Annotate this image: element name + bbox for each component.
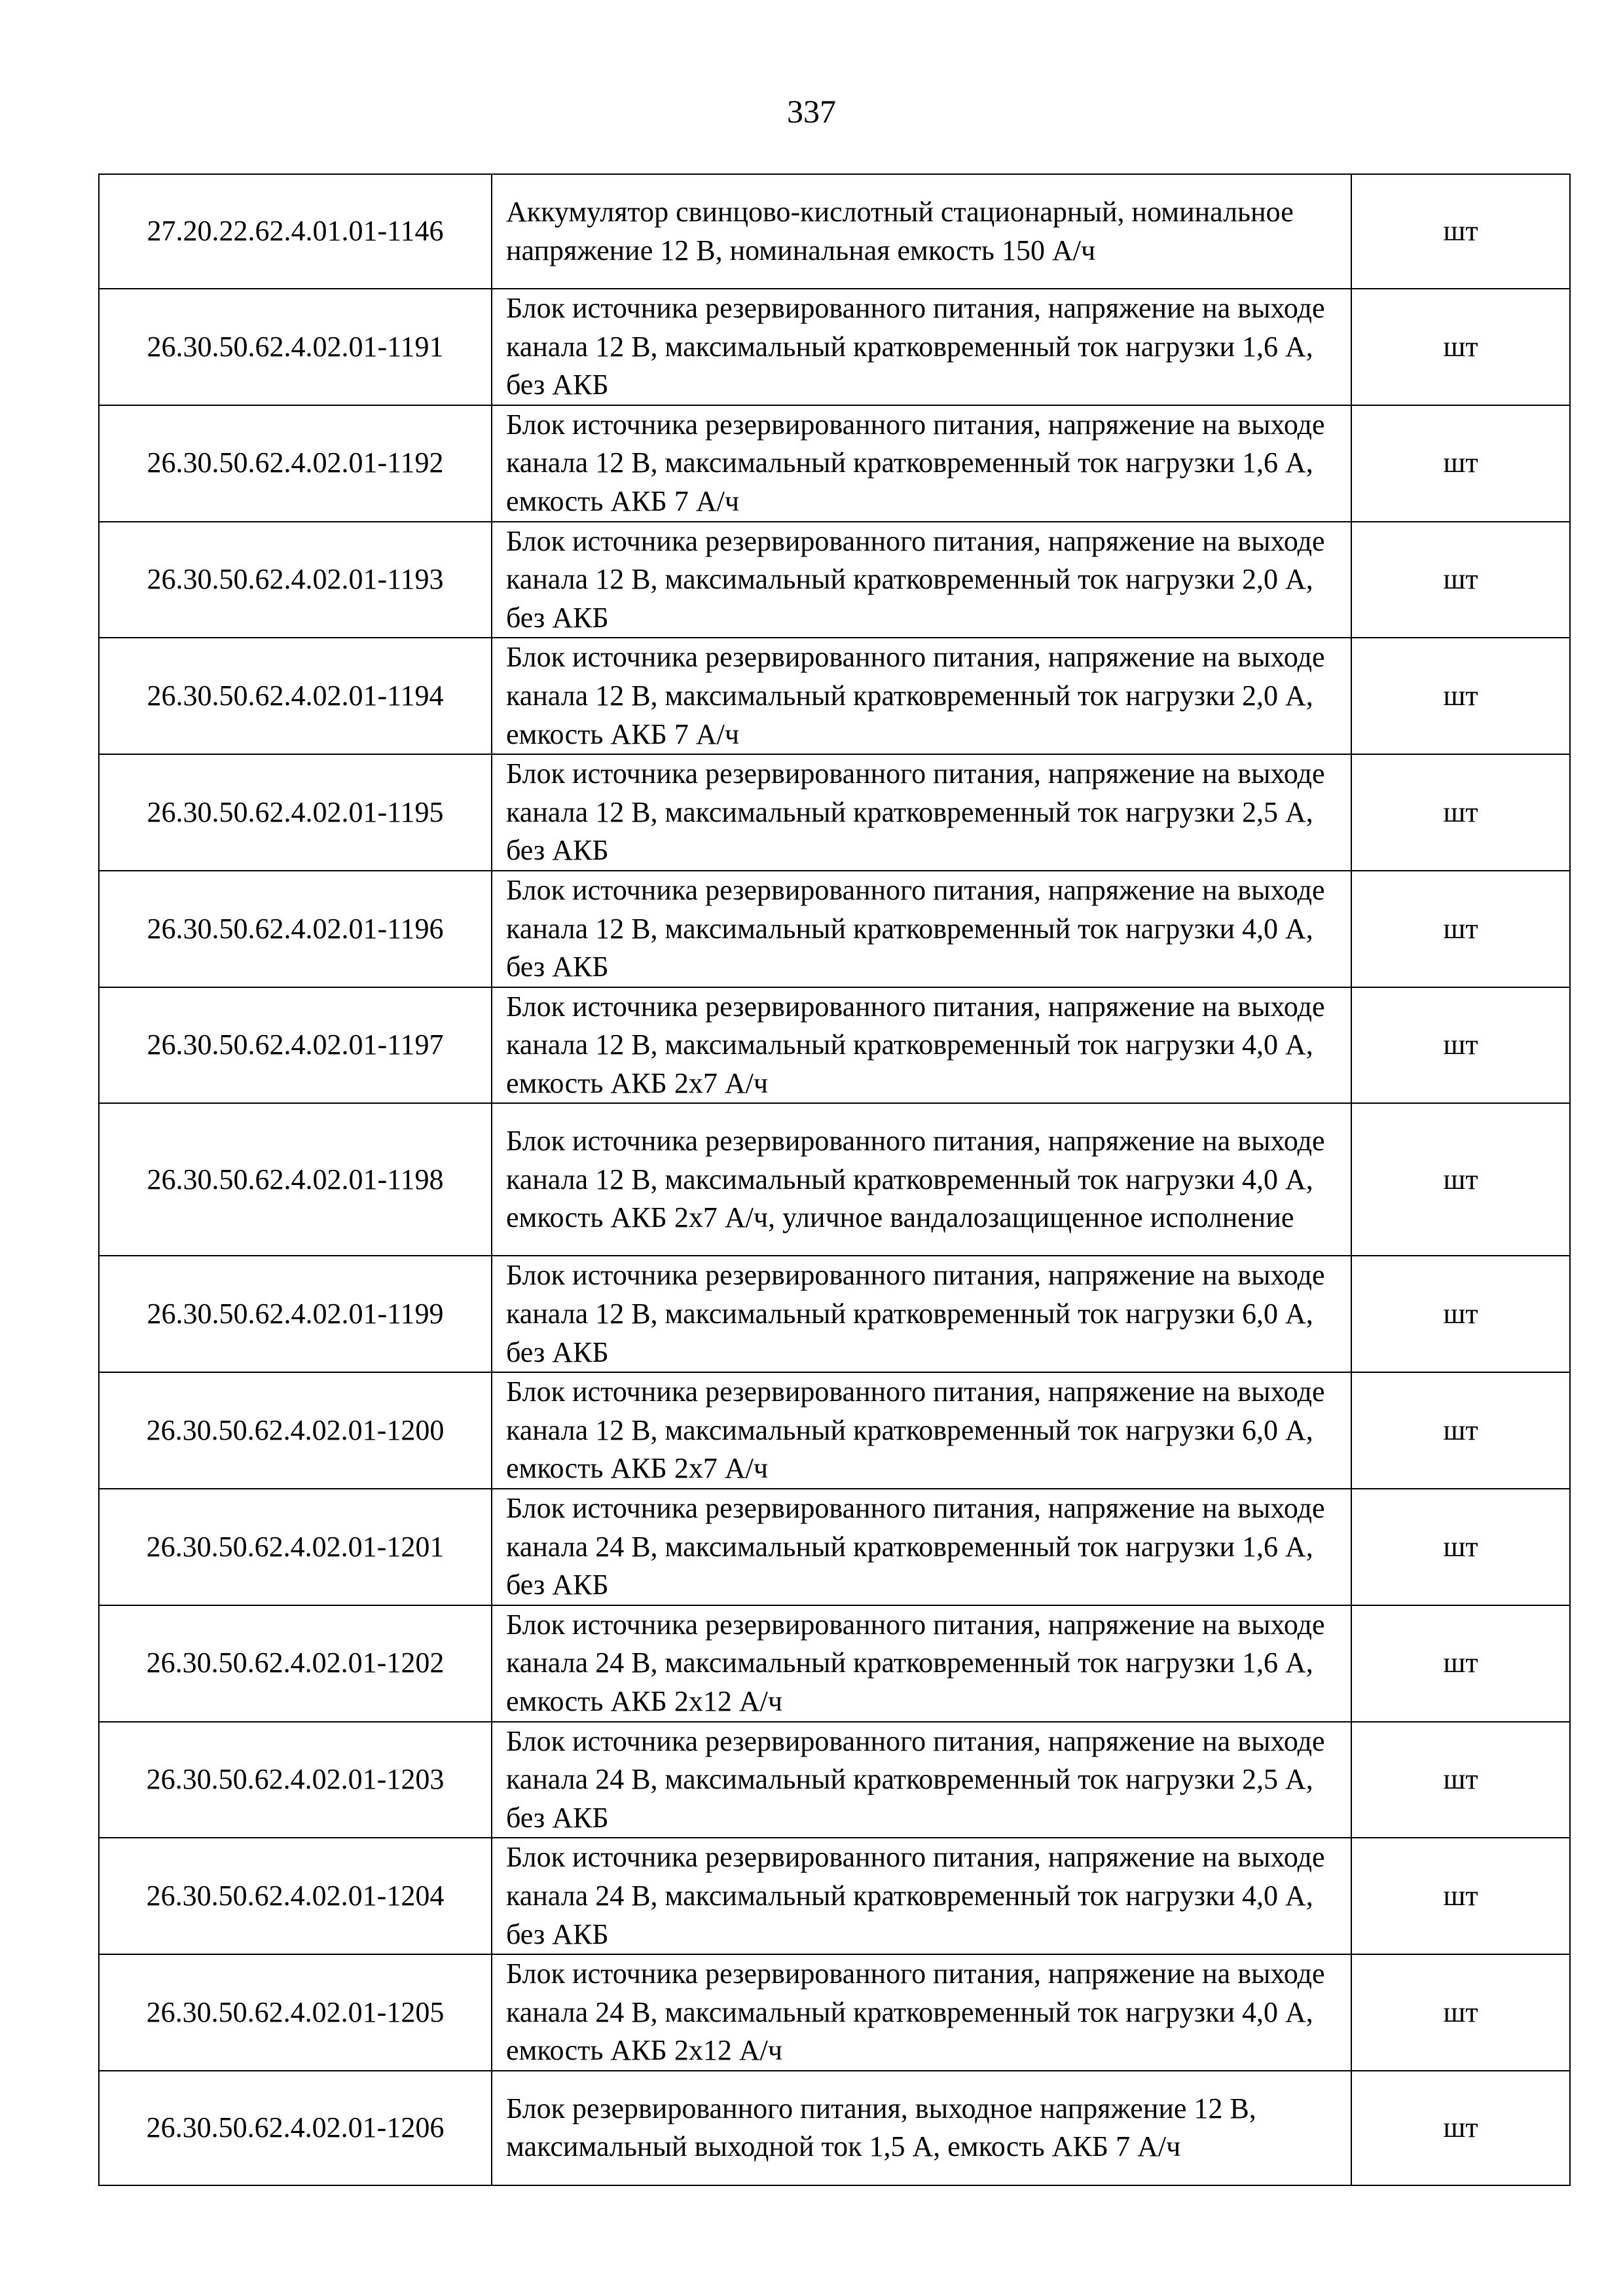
resource-code: 26.30.50.62.4.02.01-1199 <box>99 1256 492 1372</box>
unit-of-measure: шт <box>1351 1256 1570 1372</box>
unit-of-measure: шт <box>1351 405 1570 522</box>
resource-code: 26.30.50.62.4.02.01-1192 <box>99 405 492 522</box>
unit-of-measure: шт <box>1351 1838 1570 1954</box>
resource-description: Блок источника резервированного питания, напряжение на выходе канала 24 В, максимальный кратковременный ток нагрузки 4,0 А, без АКБ <box>492 1838 1351 1954</box>
resource-description: Блок резервированного питания, выходное напряжение 12 В, максимальный выходной ток 1,5 А, емкость АКБ 7 А/ч <box>492 2071 1351 2185</box>
resource-table <box>98 173 1571 2186</box>
unit-of-measure: шт <box>1351 1103 1570 1256</box>
unit-of-measure: шт <box>1351 1722 1570 1838</box>
resource-description: Блок источника резервированного питания, напряжение на выходе канала 12 В, максимальный кратковременный ток нагрузки 2,0 А, емкость АКБ 7 А/ч <box>492 638 1351 754</box>
resource-code: 26.30.50.62.4.02.01-1194 <box>99 638 492 754</box>
resource-code: 26.30.50.62.4.02.01-1193 <box>99 522 492 638</box>
table-row <box>99 289 1570 405</box>
resource-code: 26.30.50.62.4.02.01-1196 <box>99 871 492 987</box>
resource-code: 26.30.50.62.4.02.01-1203 <box>99 1722 492 1838</box>
table-row <box>99 1103 1570 1256</box>
unit-of-measure: шт <box>1351 987 1570 1104</box>
table-row <box>99 638 1570 754</box>
unit-of-measure: шт <box>1351 1954 1570 2071</box>
unit-of-measure: шт <box>1351 1605 1570 1722</box>
resource-description: Блок источника резервированного питания, напряжение на выходе канала 12 В, максимальный кратковременный ток нагрузки 6,0 А, емкость АКБ 2х7 А/ч <box>492 1372 1351 1489</box>
unit-of-measure: шт <box>1351 638 1570 754</box>
resource-description: Блок источника резервированного питания, напряжение на выходе канала 12 В, максимальный кратковременный ток нагрузки 2,0 А, без АКБ <box>492 522 1351 638</box>
unit-of-measure: шт <box>1351 522 1570 638</box>
resource-code: 26.30.50.62.4.02.01-1205 <box>99 1954 492 2071</box>
resource-code: 26.30.50.62.4.02.01-1206 <box>99 2071 492 2185</box>
table-row <box>99 1256 1570 1372</box>
table-row <box>99 1372 1570 1489</box>
table-body <box>99 174 1570 2185</box>
resource-code: 26.30.50.62.4.02.01-1200 <box>99 1372 492 1489</box>
table-row <box>99 1722 1570 1838</box>
unit-of-measure: шт <box>1351 1489 1570 1605</box>
resource-description: Блок источника резервированного питания, напряжение на выходе канала 12 В, максимальный кратковременный ток нагрузки 1,6 А, без АКБ <box>492 289 1351 405</box>
table-row <box>99 174 1570 289</box>
unit-of-measure: шт <box>1351 2071 1570 2185</box>
table-row <box>99 987 1570 1104</box>
resource-code: 26.30.50.62.4.02.01-1191 <box>99 289 492 405</box>
resource-code: 26.30.50.62.4.02.01-1197 <box>99 987 492 1104</box>
table-row <box>99 871 1570 987</box>
resource-description: Блок источника резервированного питания, напряжение на выходе канала 12 В, максимальный кратковременный ток нагрузки 1,6 А, емкость АКБ 7 А/ч <box>492 405 1351 522</box>
resource-description: Блок источника резервированного питания, напряжение на выходе канала 24 В, максимальный кратковременный ток нагрузки 4,0 А, емкость АКБ 2х12 А/ч <box>492 1954 1351 2071</box>
resource-description: Блок источника резервированного питания, напряжение на выходе канала 12 В, максимальный кратковременный ток нагрузки 6,0 А, без АКБ <box>492 1256 1351 1372</box>
resource-description: Блок источника резервированного питания, напряжение на выходе канала 12 В, максимальный кратковременный ток нагрузки 4,0 А, емкость АКБ 2х7 А/ч, уличное вандалозащищенное исполнение <box>492 1103 1351 1256</box>
page-number: 337 <box>787 93 836 130</box>
unit-of-measure: шт <box>1351 871 1570 987</box>
unit-of-measure: шт <box>1351 289 1570 405</box>
table-row <box>99 1489 1570 1605</box>
table-row <box>99 2071 1570 2185</box>
resource-code: 27.20.22.62.4.01.01-1146 <box>99 174 492 289</box>
resource-description: Аккумулятор свинцово-кислотный стационарный, номинальное напряжение 12 В, номинальная емкость 150 А/ч <box>492 174 1351 289</box>
resource-code: 26.30.50.62.4.02.01-1204 <box>99 1838 492 1954</box>
resource-description: Блок источника резервированного питания, напряжение на выходе канала 12 В, максимальный кратковременный ток нагрузки 2,5 А, без АКБ <box>492 754 1351 871</box>
resource-code: 26.30.50.62.4.02.01-1195 <box>99 754 492 871</box>
table-row <box>99 522 1570 638</box>
unit-of-measure: шт <box>1351 1372 1570 1489</box>
table-row <box>99 405 1570 522</box>
resource-code: 26.30.50.62.4.02.01-1198 <box>99 1103 492 1256</box>
table-row <box>99 754 1570 871</box>
resource-code: 26.30.50.62.4.02.01-1201 <box>99 1489 492 1605</box>
resource-description: Блок источника резервированного питания, напряжение на выходе канала 12 В, максимальный кратковременный ток нагрузки 4,0 А, емкость АКБ 2х7 А/ч <box>492 987 1351 1104</box>
unit-of-measure: шт <box>1351 174 1570 289</box>
resource-description: Блок источника резервированного питания, напряжение на выходе канала 24 В, максимальный кратковременный ток нагрузки 2,5 А, без АКБ <box>492 1722 1351 1838</box>
table-row <box>99 1605 1570 1722</box>
resource-description: Блок источника резервированного питания, напряжение на выходе канала 12 В, максимальный кратковременный ток нагрузки 4,0 А, без АКБ <box>492 871 1351 987</box>
resource-description: Блок источника резервированного питания, напряжение на выходе канала 24 В, максимальный кратковременный ток нагрузки 1,6 А, емкость АКБ 2х12 А/ч <box>492 1605 1351 1722</box>
resource-description: Блок источника резервированного питания, напряжение на выходе канала 24 В, максимальный кратковременный ток нагрузки 1,6 А, без АКБ <box>492 1489 1351 1605</box>
table-row <box>99 1954 1570 2071</box>
unit-of-measure: шт <box>1351 754 1570 871</box>
resource-code: 26.30.50.62.4.02.01-1202 <box>99 1605 492 1722</box>
table-row <box>99 1838 1570 1954</box>
